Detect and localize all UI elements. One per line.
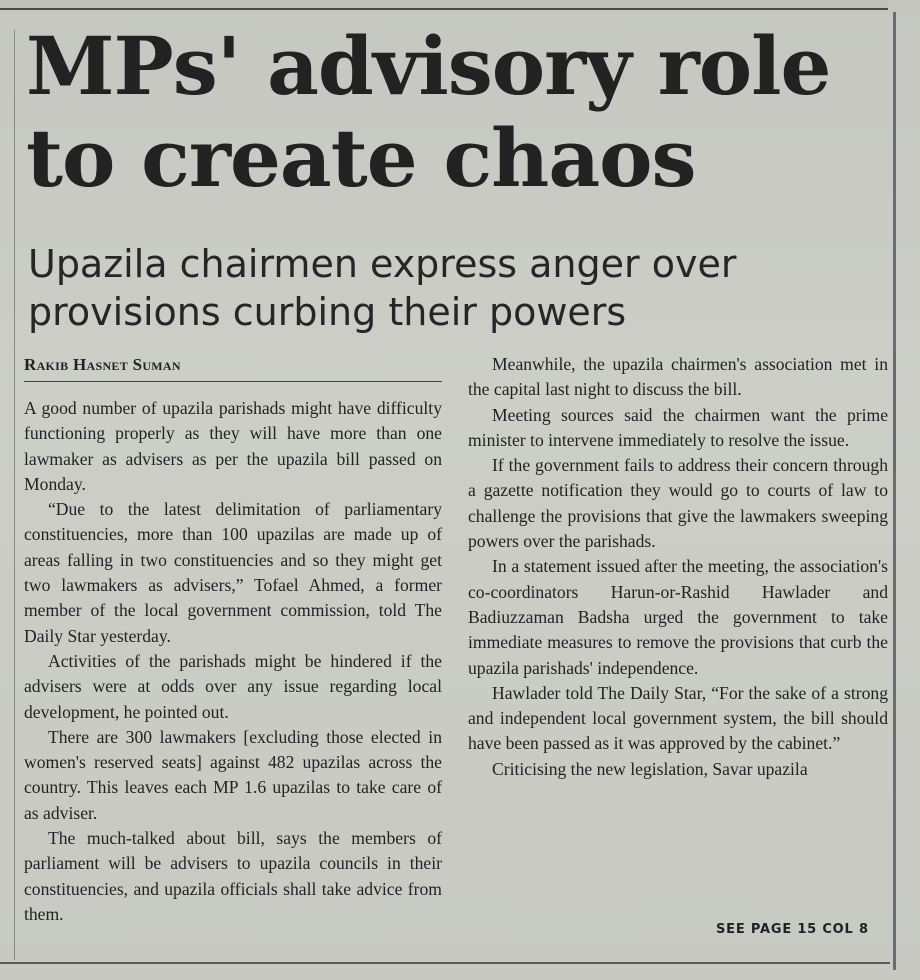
headline (26, 20, 896, 204)
bottom-rule (0, 962, 890, 964)
paragraph: Meeting sources said the chairmen want the prime minister to intervene immediately to resolve the issue. (468, 404, 888, 450)
paragraph: There are 300 lawmakers [excluding those elected in women's reserved seats] against 482 upazilas across the country. This leaves each MP 1.6 upazilas to take care of as adviser. (24, 726, 442, 823)
article-column-right (468, 352, 888, 782)
top-rule (0, 0, 888, 10)
paragraph: A good number of upazila parishads might have difficulty functioning properly as they will have more than one lawmaker as advisers as per the upazila bill passed on Monday. (24, 398, 442, 494)
continued-on-page: SEE PAGE 15 COL 8 (716, 922, 869, 937)
paragraph: If the government fails to address their concern through a gazette notification they would go to courts of law to challenge the provisions that give the lawmakers sweeping powers over the parishads. (468, 455, 888, 552)
column-divider-left (14, 30, 15, 960)
paragraph: Criticising the new legislation, Savar upazila (492, 758, 808, 779)
paragraph: Activities of the parishads might be hindered if the advisers were at odds over any issue regarding local development, he pointed out. (24, 650, 442, 722)
paragraph: Meanwhile, the upazila chairmen's association met in the capital last night to discuss the bill. (468, 354, 888, 400)
paragraph: In a statement issued after the meeting, the association's co-coordinators Harun-or-Rashid Hawlader and Badiuzzaman Badsha urged the government to take immediate measures to remove the provisions that curb the upazila parishads' independence. (468, 556, 888, 678)
byline: Rakib Hasnet Suman (24, 355, 442, 382)
paragraph: The much-talked about bill, says the members of parliament will be advisers to upazila councils in their constituencies, and upazila officials shall take advice from them. (24, 828, 442, 924)
paragraph: “Due to the latest delimitation of parliamentary constituencies, more than 100 upazilas are made up of areas falling in two constituencies and so they might get two lawmakers as advisers,” Tofael Ahmed, a former member of the local government commission, told The Daily Star yesterday. (24, 499, 442, 646)
paragraph: Hawlader told The Daily Star, “For the sake of a strong and independent local government system, the bill should have been passed as it was approved by the cabinet.” (468, 682, 888, 754)
article-column-left (24, 396, 442, 927)
subheadline: Upazila chairmen express anger over provisions curbing their powers (28, 242, 737, 334)
headline-line-1: MPs' advisory role (26, 19, 831, 113)
headline-line-2: to create chaos (26, 111, 696, 205)
